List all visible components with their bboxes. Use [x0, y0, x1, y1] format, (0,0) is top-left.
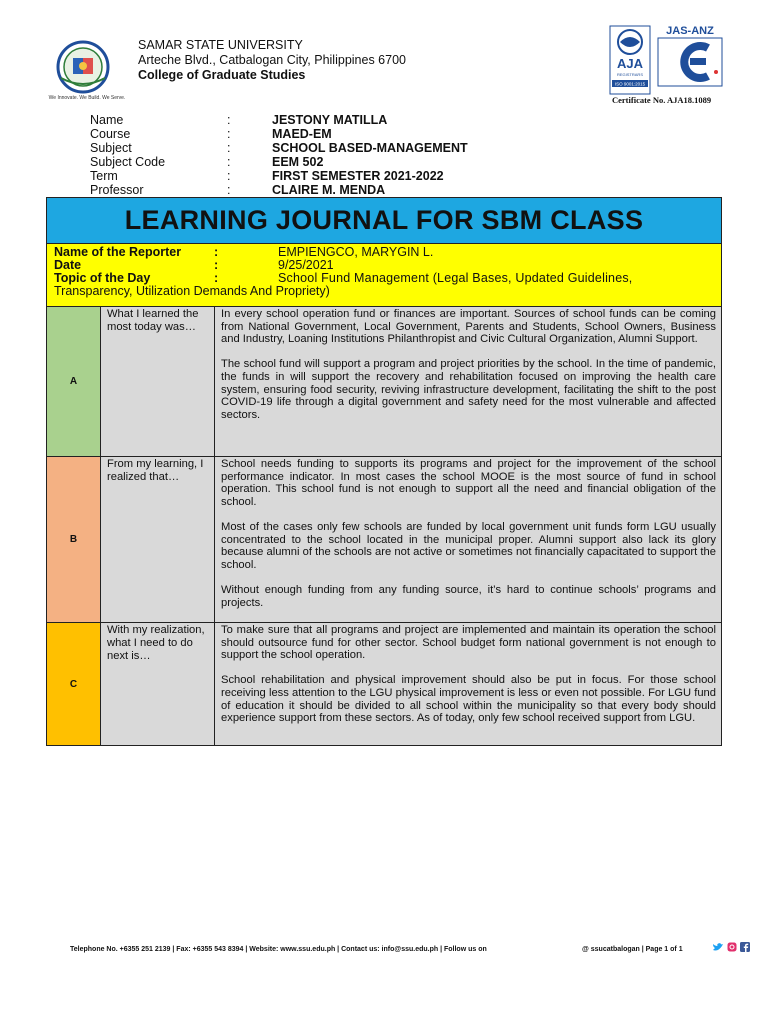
section-c [47, 623, 721, 745]
date-value: 9/25/2021 [278, 258, 334, 272]
certificate-number: Certificate No. AJA18.1089 [612, 95, 712, 105]
section-a [47, 307, 721, 457]
info-row-professor: Professor : CLAIRE M. MENDA [90, 183, 386, 197]
date-label: Date [54, 258, 82, 272]
info-row-subject: Subject : SCHOOL BASED-MANAGEMENT [90, 141, 468, 155]
section-body: In every school operation fund or finances are important. Sources of school funds can be coming from National Government, Local Government, Parents and Students, School Owners, Business and Industry, Loaning Institutions Philanthropist and Civic Cultural Organization, Alumni Support. The school fund will support a program and project priorities by the school. In the time of pandemic, the funds in will support the recovery and rehabilitation focused on improving the health care system, ensuring food security, reviving infrastructure development, facilitating the shift to the post COVID-19 life through a digital government and safety need for the most vulnerable and affected sectors. [215, 307, 721, 456]
topic-value: School Fund Management (Legal Bases, Updated Guidelines, [278, 271, 633, 285]
university-address: Arteche Blvd., Catbalogan City, Philippines 6700 [138, 53, 406, 67]
section-body: School needs funding to supports its programs and project for the improvement of the school performance indicator. In most cases the school MOOE is the most source of fund in school operation. This school fund is not enough to support all the need and financial obligation of the school. Most of the cases only few schools are funded by local government unit funds form LGU usually concentrated to the school located in the municipal proper. Alumni support also lack its glory because alumni of the schools are not active or sometimes not financially capacitated to support the school. Without enough funding from any funding source, it’s hard to continue schools’ programs and projects. [215, 457, 721, 622]
facebook-icon[interactable] [740, 942, 750, 952]
footer-page-info: @ ssucatbalogan | Page 1 of 1 [582, 946, 683, 953]
info-row-subject-code: Subject Code : EEM 502 [90, 155, 324, 169]
section-letter: C [47, 623, 101, 745]
iso-text: ISO 9001:2015 [614, 81, 646, 87]
student-info [90, 113, 468, 197]
jas-anz-text: JAS-ANZ [666, 25, 714, 37]
reporter-name: EMPIENGCO, MARYGIN L. [278, 245, 434, 259]
section-prompt: From my learning, I realized that… [101, 457, 215, 622]
aja-registrars-text: REGISTRARS [616, 72, 644, 77]
section-b [47, 457, 721, 623]
instagram-icon[interactable] [727, 942, 737, 952]
section-prompt: With my realization, what I need to do next is… [101, 623, 215, 745]
social-icons [712, 942, 750, 952]
twitter-icon[interactable] [712, 942, 724, 952]
info-row-course: Course : MAED-EM [90, 127, 332, 141]
university-heading [138, 38, 406, 83]
certification-logos [608, 24, 728, 104]
learning-journal-table [46, 197, 722, 746]
section-letter: A [47, 307, 101, 456]
reporter-block: Name of the Reporter : EMPIENGCO, MARYGIN L. Date : 9/25/2021 Topic of the Day : School Fund Management (Legal Bases, Updated Guidelines, Transparency, Utilization Demands And Propriety) [47, 244, 721, 307]
university-seal-logo [43, 40, 131, 102]
aja-logo-text: AJA [616, 56, 644, 71]
university-name: SAMAR STATE UNIVERSITY [138, 38, 303, 52]
college-name: College of Graduate Studies [138, 68, 306, 82]
logo-motto: We Innovate. We Build. We Serve. [48, 95, 126, 101]
info-row-term: Term : FIRST SEMESTER 2021-2022 [90, 169, 444, 183]
journal-title: LEARNING JOURNAL FOR SBM CLASS [47, 198, 721, 244]
reporter-label: Name of the Reporter [54, 245, 182, 259]
topic-value-cont: Transparency, Utilization Demands And Propriety) [54, 284, 330, 298]
topic-label: Topic of the Day [54, 271, 151, 285]
info-row-name: Name : JESTONY MATILLA [90, 113, 388, 127]
section-letter: B [47, 457, 101, 622]
section-body: To make sure that all programs and project are implemented and maintain its operation the school should outsource fund for other sector. School budget form national government is not enough to support the school operation. School rehabilitation and physical improvement should also be put in focus. For those school receiving less attention to the LGU physical improvement is less or even not possible. For LGU fund of education it should be divided to all school within the municipality so that every body should experience support from these sectors. As of today, only few school received support from LGU. [215, 623, 721, 745]
section-prompt: What I learned the most today was… [101, 307, 215, 456]
footer-contact: Telephone No. +6355 251 2139 | Fax: +6355 543 8394 | Website: www.ssu.edu.ph | Contact us: info@ssu.edu.ph | Follow us on [70, 946, 487, 953]
